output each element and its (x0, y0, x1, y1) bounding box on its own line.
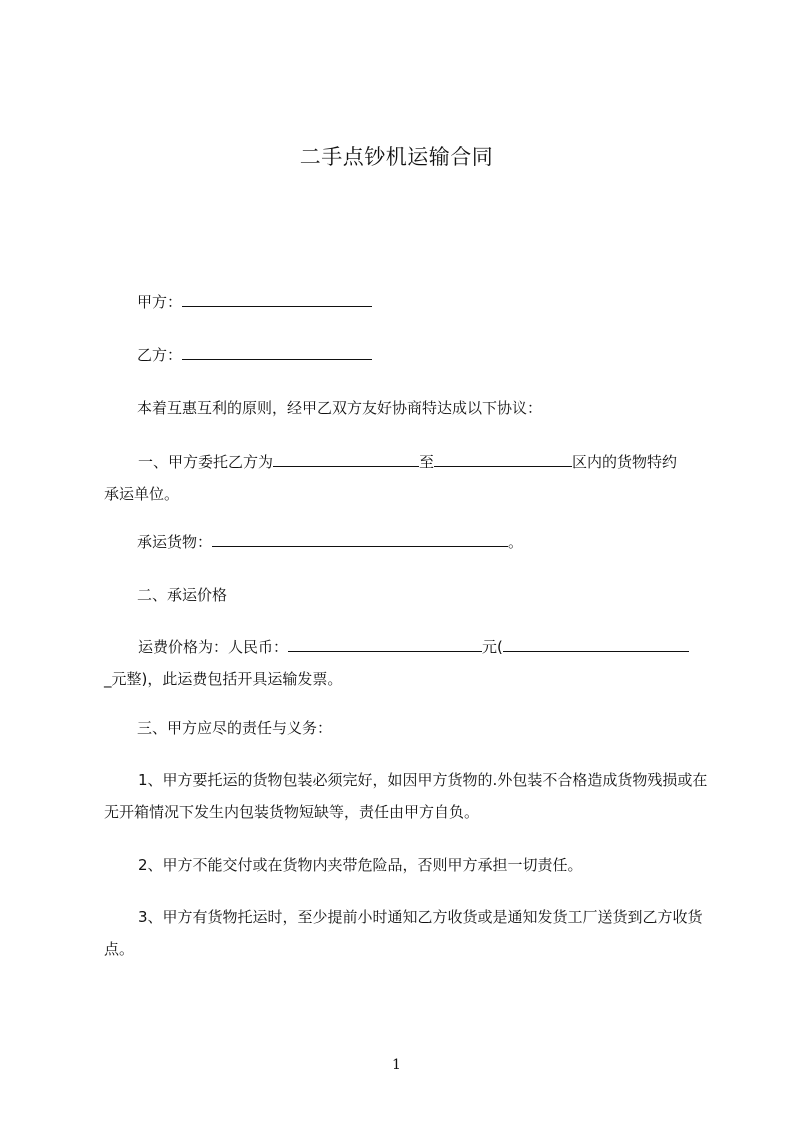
cargo-line (137, 532, 737, 552)
party-b-blank (182, 345, 372, 360)
document-title: 二手点钞机运输合同 (299, 145, 494, 169)
section-3-heading: 三、甲方应尽的责任与义务： (137, 719, 333, 737)
party-a-label: 甲方： (137, 293, 183, 311)
page-number: 1 (392, 1057, 401, 1073)
price-amount-blank (288, 637, 482, 652)
price-continuation-prefix: _ (104, 670, 112, 688)
preamble: 本着互惠互利的原则，经甲乙双方友好协商特达成以下协议： (137, 399, 543, 417)
section-1-paragraph (104, 446, 709, 510)
route-from-blank (273, 452, 419, 467)
section-1-to: 至 (419, 453, 435, 471)
price-label: 运费价格为：人民币： (138, 638, 289, 656)
section-1-text-a: 一、甲方委托乙方为 (138, 453, 274, 471)
price-continuation: 元整)，此运费包括开具运输发票。 (111, 670, 343, 688)
section-2-heading: 二、承运价格 (137, 586, 228, 604)
price-words-blank (503, 637, 689, 652)
price-paragraph (104, 631, 709, 695)
section-1-text-b: 区内的货物特约 (572, 453, 678, 471)
party-a-line (137, 292, 737, 312)
party-a-blank (182, 292, 372, 307)
party-b-label: 乙方： (137, 346, 183, 364)
section-1-continuation: 承运单位。 (104, 485, 180, 503)
clause-2: 2、甲方不能交付或在货物内夹带危险品，否则甲方承担一切责任。 (138, 856, 583, 874)
cargo-label: 承运货物： (137, 533, 213, 551)
clause-3: 3、甲方有货物托运时，至少提前小时通知乙方收货或是通知发货工厂送货到乙方收货点。 (104, 908, 703, 958)
price-yuan-paren: 元( (482, 638, 503, 656)
clause-1: 1、甲方要托运的货物包装必须完好，如因甲方货物的.外包装不合格造成货物残损或在无开箱情况下发生内包装货物短缺等，责任由甲方自负。 (104, 771, 708, 821)
route-to-blank (434, 452, 572, 467)
party-b-line (137, 345, 737, 365)
cargo-suffix: 。 (508, 533, 524, 551)
cargo-blank (212, 532, 508, 547)
